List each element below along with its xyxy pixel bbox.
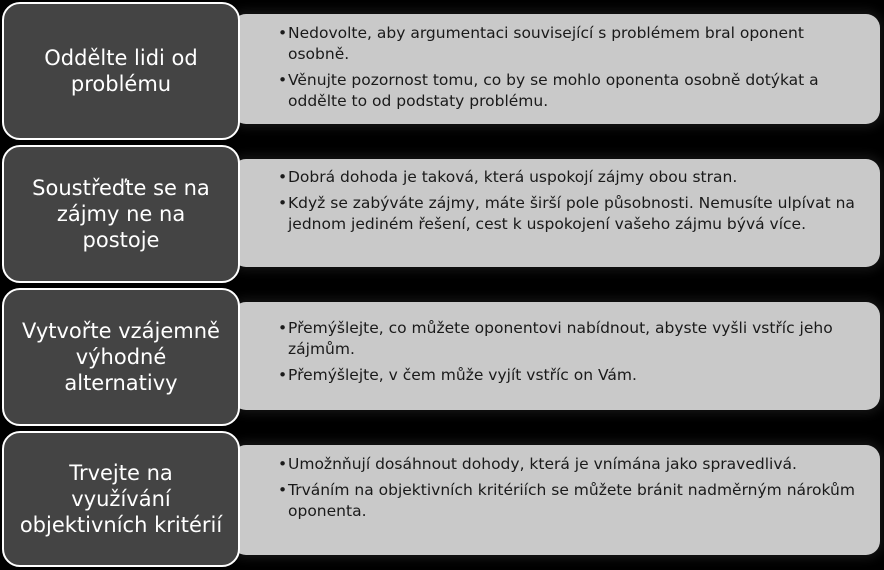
principle-detail-panel xyxy=(232,14,880,124)
bullet-item: • Dobrá dohoda je taková, která uspokojí zájmy obou stran. xyxy=(278,167,866,188)
bullet-list xyxy=(278,318,866,391)
bullet-item: • Přemýšlejte, v čem může vyjít vstříc on Vám. xyxy=(278,365,866,386)
principle-detail-panel xyxy=(232,159,880,267)
bullet-item: • Když se zabýváte zájmy, máte širší pole působnosti. Nemusíte ulpívat na jednom jediném řešení, cest k uspokojení vašeho zájmu bývá více. xyxy=(278,193,866,235)
bullet-item: • Věnujte pozornost tomu, co by se mohlo oponenta osobně dotýkat a oddělte to od podstaty problému. xyxy=(278,70,866,112)
principle-detail-panel xyxy=(232,302,880,410)
bullet-item: • Nedovolte, aby argumentaci související s problémem bral oponent osobně. xyxy=(278,23,866,65)
principle-detail-panel xyxy=(232,445,880,555)
principle-title: Vytvořte vzájemně výhodné alternativy xyxy=(2,288,240,426)
bullet-list xyxy=(278,454,866,527)
bullet-item: • Trváním na objektivních kritériích se můžete bránit nadměrným nárokům oponenta. xyxy=(278,480,866,522)
principle-title: Trvejte na využívání objektivních kritérií xyxy=(2,431,240,567)
bullet-list xyxy=(278,167,866,240)
principle-title: Soustřeďte se na zájmy ne na postoje xyxy=(2,145,240,283)
bullet-item: • Přemýšlejte, co můžete oponentovi nabídnout, abyste vyšli vstříc jeho zájmům. xyxy=(278,318,866,360)
bullet-list xyxy=(278,23,866,117)
principle-title: Oddělte lidi od problému xyxy=(2,2,240,140)
bullet-item: • Umožnňují dosáhnout dohody, která je vnímána jako spravedlivá. xyxy=(278,454,866,475)
